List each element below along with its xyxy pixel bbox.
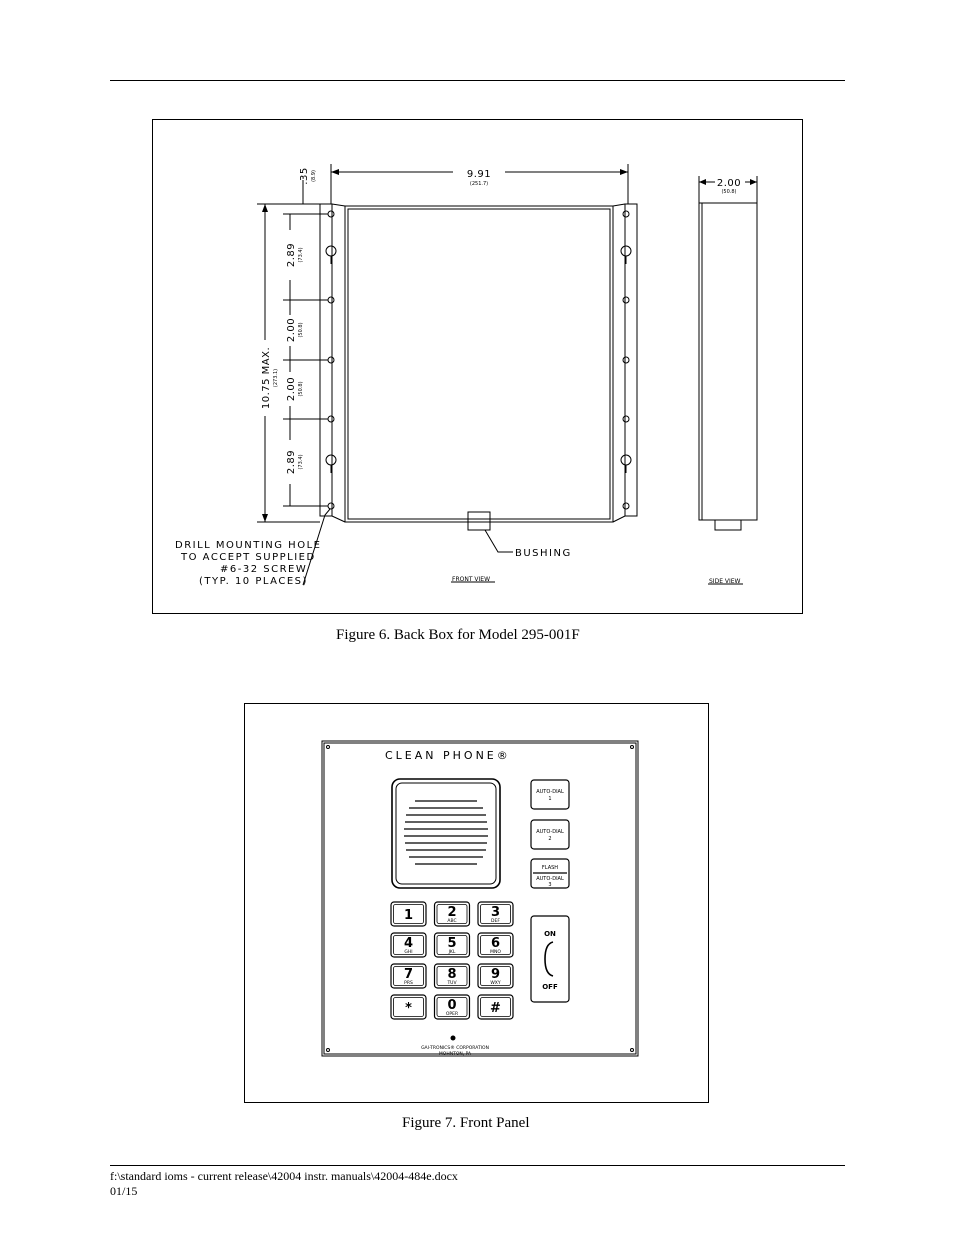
- keypad-key-letters: PRS: [404, 981, 413, 986]
- dim-offset-mm-label: (8.9): [311, 170, 317, 182]
- box-inner-outline: [348, 209, 610, 519]
- keypad-key-number: #: [490, 1001, 501, 1016]
- keypad-key-number: 2: [447, 905, 457, 920]
- left-flange-edge: [332, 204, 345, 206]
- hole-left-2: [328, 297, 334, 303]
- maker-line-1: GAI-TRONICS® CORPORATION: [421, 1046, 489, 1051]
- figure-7-caption: Figure 7. Front Panel: [402, 1115, 530, 1131]
- dim-seg1-label: 2.89: [286, 242, 297, 268]
- hole-left-5: [328, 503, 334, 509]
- side-view-outline: [699, 203, 757, 520]
- dim-width-mm-label: (251.7): [469, 181, 489, 187]
- screw-bottom-right: [631, 1049, 634, 1052]
- hole-right-5: [623, 503, 629, 509]
- keyhole-right-1: [621, 246, 631, 256]
- right-flange-edge: [613, 204, 625, 206]
- keypad-key-number: 6: [490, 936, 501, 951]
- speaker-grille: [404, 801, 488, 864]
- panel-outline: [322, 741, 638, 1056]
- figure-6-back-box-drawing: [152, 119, 803, 614]
- front-panel-svg: [245, 704, 708, 1102]
- screw-bottom-left: [327, 1049, 330, 1052]
- note-line-2: TO ACCEPT SUPPLIED: [181, 552, 316, 563]
- maker-line-2: MOHNTON, PA: [438, 1052, 472, 1057]
- hole-right-3: [623, 357, 629, 363]
- keypad-key-letters: GHI: [404, 950, 413, 955]
- keypad-key-number: 8: [447, 967, 457, 982]
- keypad-key-number: 1: [403, 908, 414, 923]
- note-line-1: DRILL MOUNTING HOLE: [175, 540, 322, 551]
- side-view-bushing: [715, 520, 741, 530]
- dim-depth-mm-label: (50.8): [721, 189, 737, 195]
- auto-dial-1-number: 1: [548, 796, 552, 802]
- dim-seg1-mm-label: (73.4): [298, 247, 304, 263]
- keyhole-left-1: [326, 246, 336, 256]
- auto-dial-3-number: 3: [548, 882, 552, 888]
- note-line-3: #6-32 SCREW: [220, 564, 308, 575]
- note-line-4: (TYP. 10 PLACES): [199, 576, 308, 587]
- header-rule: [110, 80, 845, 81]
- screw-top-right: [631, 746, 634, 749]
- keypad-key-number: 4: [403, 936, 414, 951]
- keypad-key-number: 7: [403, 967, 414, 982]
- front-view-label: FRONT VIEW: [452, 576, 491, 583]
- right-flange-edge-bottom: [613, 516, 625, 522]
- dim-offset-label: .35: [299, 167, 310, 185]
- screw-top-left: [327, 746, 330, 749]
- side-view-label: SIDE VIEW: [709, 578, 741, 585]
- keyhole-left-2: [326, 455, 336, 465]
- keyhole-right-2: [621, 455, 631, 465]
- keypad-key-letters: TUV: [447, 981, 457, 986]
- flash-label: FLASH: [541, 865, 559, 871]
- keypad-key-letters: DEF: [491, 919, 500, 924]
- hole-right-4: [623, 416, 629, 422]
- speaker-inner: [396, 783, 496, 884]
- hole-right-2: [623, 297, 629, 303]
- keypad: [391, 902, 513, 1019]
- keypad-key-letters: OPER: [445, 1012, 459, 1017]
- dim-seg3-mm-label: (50.8): [298, 381, 304, 397]
- keypad-key-number: 5: [447, 936, 457, 951]
- keypad-key-letters: WXY: [490, 981, 501, 986]
- dim-width-label: 9.91: [466, 169, 492, 180]
- footer-date: 01/15: [110, 1184, 138, 1198]
- gai-tronics-logo-icon: [451, 1036, 456, 1041]
- dim-seg2-mm-label: (50.8): [298, 322, 304, 338]
- hole-left-4: [328, 416, 334, 422]
- hole-right-1: [623, 211, 629, 217]
- hook-off-label: OFF: [542, 983, 558, 991]
- auto-dial-1-label: AUTO-DIAL: [536, 789, 564, 795]
- hole-left-3: [328, 357, 334, 363]
- keypad-key-letters: ABC: [447, 919, 457, 924]
- auto-dial-2-label: AUTO-DIAL: [536, 829, 564, 835]
- dim-seg2-label: 2.00: [286, 317, 297, 343]
- auto-dial-3-label: AUTO-DIAL: [536, 876, 564, 882]
- hole-left-1: [328, 211, 334, 217]
- dim-height-mm-label: (273.1): [273, 368, 279, 388]
- bushing-leader: [485, 530, 513, 552]
- brand-label: CLEAN PHONE®: [385, 749, 511, 762]
- keypad-key-number: 0: [447, 998, 457, 1013]
- keypad-key-number: *: [405, 1001, 412, 1016]
- bushing: [468, 512, 490, 530]
- hook-on-label: ON: [544, 930, 556, 938]
- keypad-key-number: 3: [490, 905, 501, 920]
- figure-6-caption: Figure 6. Back Box for Model 295-001F: [336, 627, 580, 643]
- footer-file-path: f:\standard ioms - current release\42004 instr. manuals\42004-484e.docx: [110, 1169, 458, 1183]
- left-flange-edge-bottom: [332, 516, 345, 522]
- dim-seg3-label: 2.00: [286, 376, 297, 402]
- keypad-key-letters: MNO: [490, 950, 501, 955]
- dim-height-label: 10.75 MAX.: [261, 346, 272, 410]
- figure-7-front-panel-drawing: [244, 703, 709, 1103]
- panel-inner-outline: [324, 743, 636, 1054]
- auto-dial-2-number: 2: [548, 836, 552, 842]
- dim-seg4-mm-label: (73.4): [298, 454, 304, 470]
- keypad-key-letters: JKL: [448, 950, 456, 955]
- back-box-svg: [153, 120, 802, 613]
- keypad-key-number: 9: [490, 967, 501, 982]
- speaker-frame: [392, 779, 500, 888]
- footer-rule: [110, 1165, 845, 1166]
- box-outline: [345, 206, 613, 522]
- handset-icon: [545, 942, 553, 976]
- bushing-label: BUSHING: [515, 548, 572, 559]
- dim-seg4-label: 2.89: [286, 449, 297, 475]
- dim-depth-label: 2.00: [716, 178, 742, 189]
